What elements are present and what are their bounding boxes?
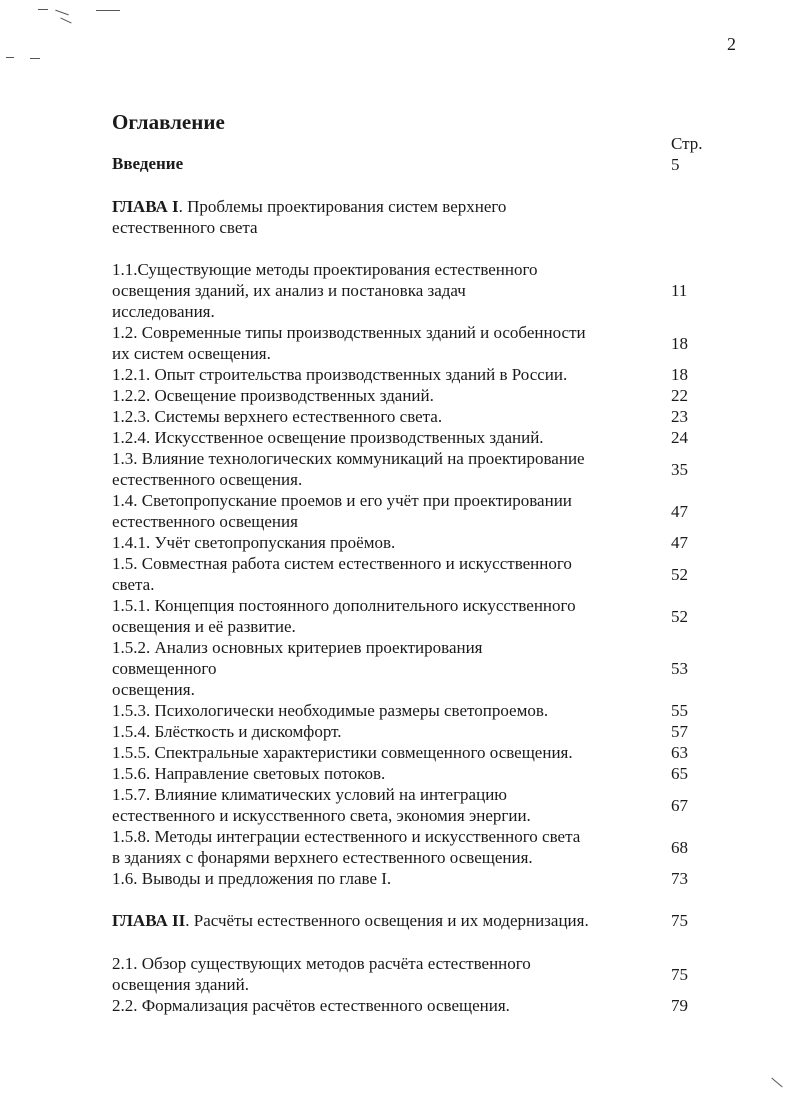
toc-entry-title: 1.1.Существующие методы проектирования естественного освещения зданий, их анализ и постановка задач исследования. [112,260,538,321]
toc-entry-title: 1.5.3. Психологически необходимые размеры светопроемов. [112,701,549,720]
page-number: 2 [727,34,736,54]
toc-entry-title: 1.5.4. Блёсткость и дискомфорт. [112,722,342,741]
toc-entry-title: 1.6. Выводы и предложения по главе I. [112,869,392,888]
toc-entry-page: 47 [671,501,688,521]
toc-entry-page: 22 [671,386,688,405]
page-title: Оглавление [112,110,225,134]
toc-entry-title: 1.2. Современные типы производственных зданий и особенности их систем освещения. [112,323,586,363]
toc-entry-page: 55 [671,701,688,720]
toc-entry-page: 73 [671,869,688,888]
toc-entry-title: 1.2.1. Опыт строительства производственных зданий в России. [112,365,568,384]
toc-entry-page: 79 [671,996,688,1015]
toc-entry-page: 75 [671,964,688,984]
toc-entry-page: 53 [671,659,688,678]
toc-entry-page: 18 [671,365,688,384]
toc-entry-title: 1.5.5. Спектральные характеристики совмещенного освещения. [112,743,573,762]
toc-entry-title: 1.2.2. Освещение производственных зданий. [112,386,434,405]
toc-entry-page: 23 [671,407,688,426]
chapter2-text: . Расчёты естественного освещения и их модернизация. [185,911,589,930]
toc-entry-title: 1.5.1. Концепция постоянного дополнительного искусственного освещения и её развитие. [112,596,576,636]
toc-entry-title: 1.5.7. Влияние климатических условий на интеграцию естественного и искусственного света, экономия энергии. [112,785,531,825]
scan-mark [771,1078,782,1088]
chapter2-prefix: ГЛАВА II [112,911,186,930]
intro-page: 5 [671,155,680,174]
scan-mark [55,10,68,16]
chapter1-text: . Проблемы проектирования систем верхнего естественного света [112,197,507,237]
toc-entry-page: 63 [671,743,688,762]
scan-mark [60,18,71,24]
toc-entry-page: 65 [671,764,688,783]
toc-entry-page: 67 [671,795,688,815]
toc-entry-title: 1.4. Светопропускание проемов и его учёт при проектировании естественного освещения [112,491,572,531]
page-column-label: Стр. 5 [671,134,703,174]
toc-entry-title: 1.5.8. Методы интеграции естественного и искусственного света в зданиях с фонарями верхнего естественного освещения. [112,827,581,867]
toc-entry-page: 52 [671,564,688,584]
toc-entry-page: 47 [671,533,688,552]
toc-entry-page: 52 [671,606,688,626]
toc-entry-title: 1.5. Совместная работа систем естественного и искусственного света. [112,554,572,594]
toc-entry-title: 2.1. Обзор существующих методов расчёта естественного освещения зданий. [112,954,531,994]
toc-intro: Введение [112,154,184,173]
scan-mark [96,10,120,11]
toc-entry-page: 57 [671,722,688,741]
toc-entry-title: 1.3. Влияние технологических коммуникаций на проектирование естественного освещения. [112,449,585,489]
toc-entry-title: 1.2.3. Системы верхнего естественного света. [112,407,443,426]
scan-mark [6,57,14,58]
toc-entry-page: 35 [671,459,688,479]
toc-entry-title: 1.2.4. Искусственное освещение производственных зданий. [112,428,544,447]
chapter1-prefix: ГЛАВА I [112,197,179,216]
toc-entry-title: 1.5.6. Направление световых потоков. [112,764,386,783]
toc-entry-title: 1.4.1. Учёт светопропускания проёмов. [112,533,396,552]
toc-entry-page: 24 [671,428,688,447]
chapter2-page: 75 [671,911,688,930]
toc-entry-page: 18 [671,333,688,353]
toc-entry-page: 68 [671,837,688,857]
scan-mark [38,9,48,10]
toc-entry-title: 2.2. Формализация расчётов естественного освещения. [112,996,510,1015]
toc-entry-page: 11 [671,281,688,300]
toc-entry-title: 1.5.2. Анализ основных критериев проектирования совмещенного освещения. [112,638,483,699]
scan-mark [30,58,40,59]
